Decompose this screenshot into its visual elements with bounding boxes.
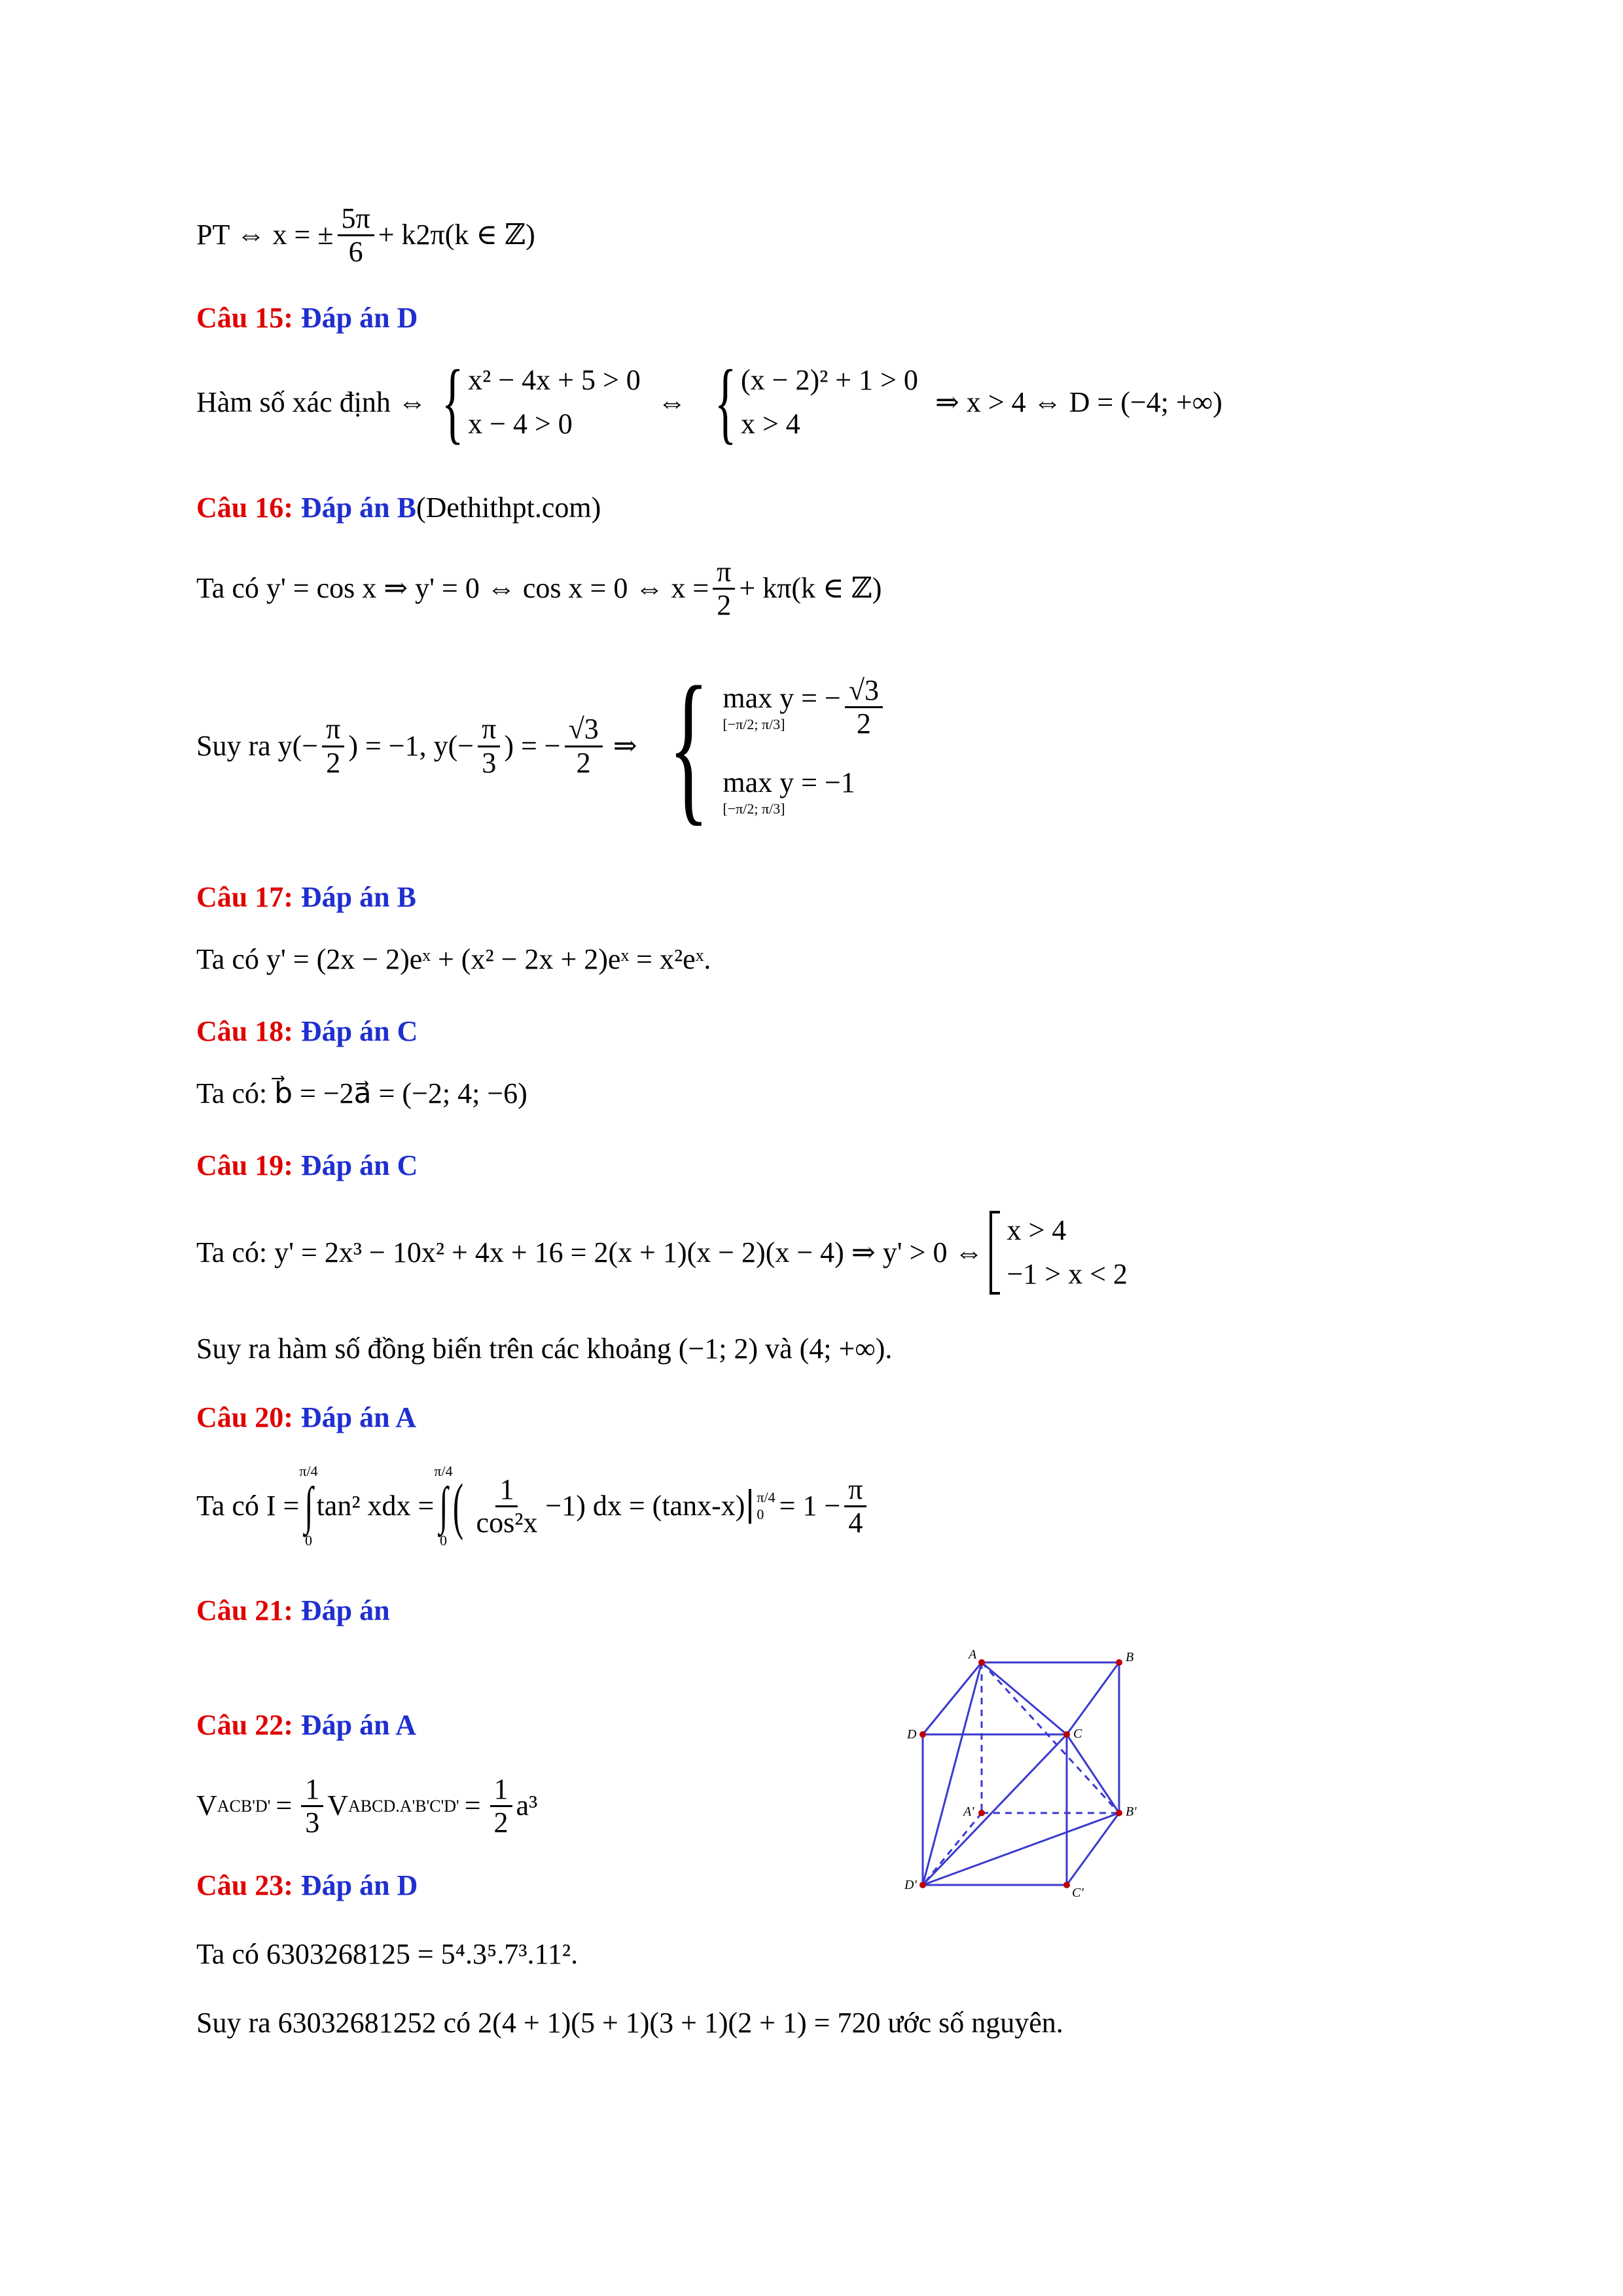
label-A: A bbox=[969, 1647, 977, 1662]
label-D1: D' bbox=[904, 1878, 917, 1892]
q22-body: V ACB'D' = $\frac{1}{3}$ V ABCD.A'B'C'D' = $\frac{1}{2}$ a³ bbox=[196, 1773, 538, 1839]
q20-heading: Câu 20: Đáp án A bbox=[196, 1401, 416, 1433]
q16-heading: Câu 16: Đáp án B (Dethithpt.com) bbox=[196, 492, 601, 524]
q16-body-1: Ta có y' = cos x ⇒ y' = 0 ⇔ cos x = 0 ⇔ x = $\frac{\pi}{2}$ + kπ(k ∈ ℤ) bbox=[196, 556, 882, 622]
pt-lhs: PT ⇔ x = ± bbox=[196, 219, 334, 251]
cube-figure bbox=[903, 1636, 1178, 1911]
q23-body-2: Suy ra 63032681252 có 2(4 + 1)(5 + 1)(3 + 1)(2 + 1) = 720 ước số nguyên. bbox=[196, 2007, 1063, 2039]
label-B: B bbox=[1126, 1650, 1134, 1664]
pt-fraction: $\frac{5\pi}{6}$ bbox=[338, 203, 374, 268]
q18-body: Ta có: b⃗ = −2a⃗ = (−2; 4; −6) bbox=[196, 1077, 527, 1109]
pt-rhs: + k2π(k ∈ ℤ) bbox=[378, 219, 535, 251]
q23-heading: Câu 23: Đáp án D bbox=[196, 1869, 418, 1901]
label-C1: C' bbox=[1072, 1886, 1084, 1900]
q19-body: Ta có: y' = 2x³ − 10x² + 4x + 16 = 2(x + 1)(x − 2)(x − 4) ⇒ y' > 0 ⇔ x > 4 −1 > x < 2 bbox=[196, 1211, 1128, 1295]
q20-body: Ta có I = π/4 ∫ 0 tan² xdx = π/4 ∫ 0 ( $\frac{1}{\text{cos²x}}$ −1) dx = (tanx-x) π/4 0 = 1 − $\frac{\pi}{4}$ bbox=[196, 1463, 870, 1550]
label-D: D bbox=[907, 1727, 917, 1742]
q15-heading: Câu 15: Đáp án D bbox=[196, 302, 418, 334]
q17-heading: Câu 17: Đáp án B bbox=[196, 881, 416, 913]
q15-system-2: { (x − 2)² + 1 > 0 x > 4 bbox=[714, 351, 918, 453]
q19-cases: x > 4 −1 > x < 2 bbox=[990, 1211, 1127, 1295]
label-B1: B' bbox=[1126, 1804, 1137, 1819]
q22-heading: Câu 22: Đáp án A bbox=[196, 1709, 416, 1741]
label-C: C bbox=[1073, 1727, 1082, 1741]
q19-body-2: Suy ra hàm số đồng biến trên các khoảng (−1; 2) và (4; +∞). bbox=[196, 1333, 893, 1365]
q21-heading: Câu 21: Đáp án bbox=[196, 1594, 390, 1626]
q17-body: Ta có y' = (2x − 2)eˣ + (x² − 2x + 2)eˣ = x²eˣ. bbox=[196, 943, 711, 975]
q18-heading: Câu 18: Đáp án C bbox=[196, 1015, 418, 1047]
pt-line bbox=[196, 203, 535, 268]
q23-body-1: Ta có 6303268125 = 5⁴.3⁵.7³.11². bbox=[196, 1938, 579, 1970]
cube-edges bbox=[923, 1662, 1119, 1885]
q16-body-2: Suy ra y(− $\frac{\pi}{2}$ ) = −1, y(− $\frac{\pi}{3}$ ) = − $\frac{√3}{2}$ ⇒ { max y = − [−π/2; π/3] $\frac{√3}{2}$ max y = −1 [−π/2; π/3] bbox=[196, 661, 891, 831]
label-A1: A' bbox=[963, 1804, 974, 1819]
q16-max-system: { max y = − [−π/2; π/3] $\frac{√3}{2}$ max y = −1 [−π/2; π/3] bbox=[648, 661, 887, 831]
q15-system-1: { x² − 4x + 5 > 0 x − 4 > 0 bbox=[441, 351, 641, 453]
q15-body: Hàm số xác định ⇔ { x² − 4x + 5 > 0 x − 4 > 0 ⇔ { (x − 2)² + 1 > 0 x > 4 ⇒ x > 4 ⇔ D = (−4; +∞) bbox=[196, 351, 1222, 453]
q19-heading: Câu 19: Đáp án C bbox=[196, 1149, 418, 1181]
